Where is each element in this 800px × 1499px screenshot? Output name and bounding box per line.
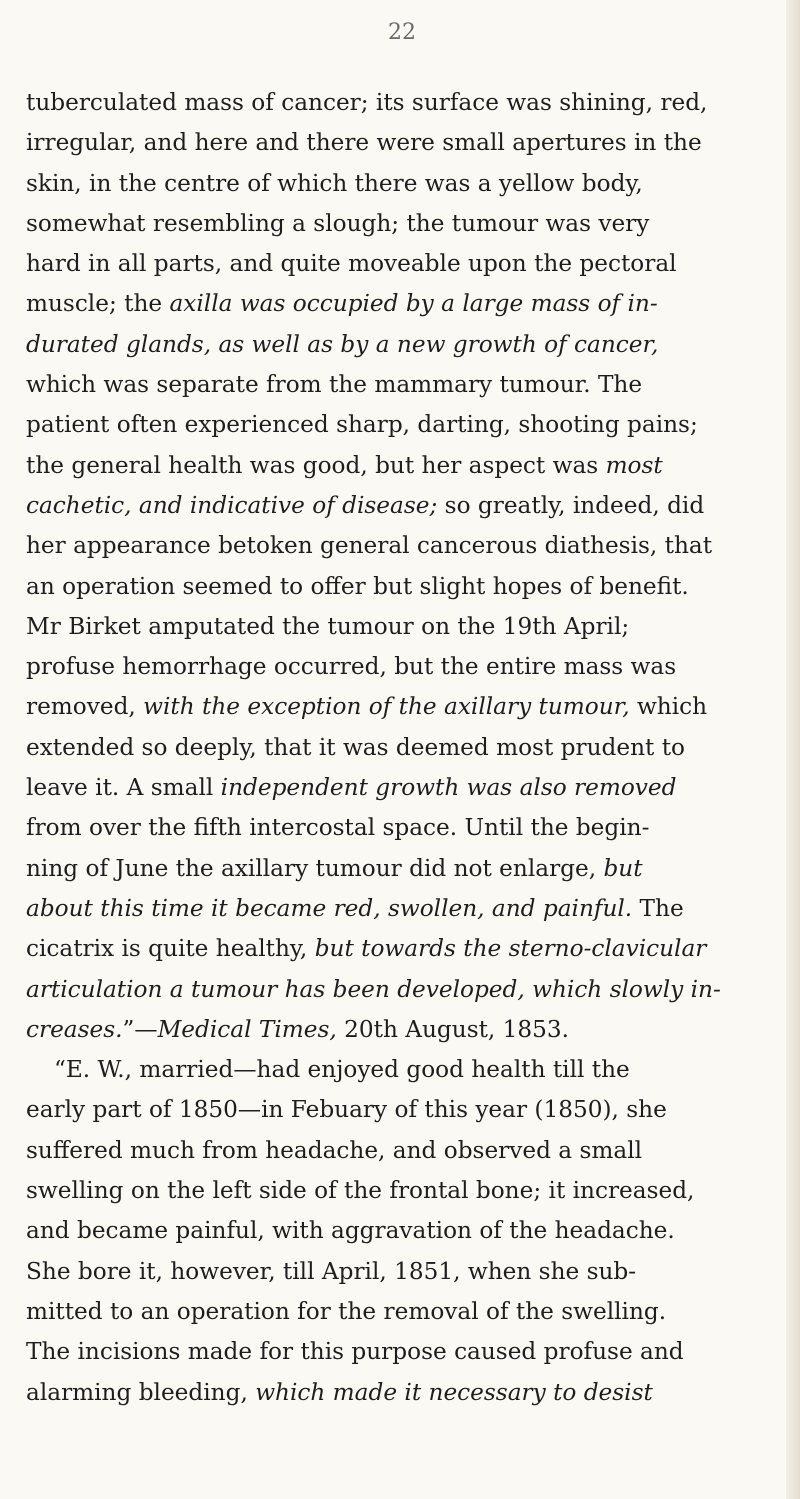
page-edge-shadow [786,0,800,1499]
roman-text: profuse hemorrhage occurred, but the entire mass was [26,653,677,681]
roman-text: somewhat resembling a slough; the tumour was very [26,209,650,237]
roman-text: the general health was good, but her aspect was [26,451,606,479]
roman-text: which was separate from the mammary tumour. The [26,371,643,399]
text-line [26,1090,778,1130]
italic-text: Medical Times, [157,1015,337,1043]
roman-text: cicatrix is quite healthy, [26,935,315,963]
body-text [26,83,778,1413]
roman-text: swelling on the left side of the frontal bone; it increased, [26,1177,695,1205]
text-line [26,405,778,445]
text-line [26,567,778,607]
italic-text: durated glands, as well as by a new growth of cancer, [26,330,659,358]
roman-text: patient often experienced sharp, darting, shooting pains; [26,411,698,439]
roman-text: ”— [122,1015,158,1043]
text-line [26,929,778,969]
text-line [26,244,778,284]
text-line [26,1050,778,1090]
text-line [26,83,778,123]
text-line [26,123,778,163]
roman-text: suffered much from headache, and observed a small [26,1136,643,1164]
roman-text: skin, in the centre of which there was a yellow body, [26,169,643,197]
roman-text: mitted to an operation for the removal of the swelling. [26,1297,667,1325]
roman-text: She bore it, however, till April, 1851, when she sub- [26,1257,637,1285]
italic-text: but [603,854,643,882]
italic-text: independent growth was also removed [220,774,677,802]
italic-text: about this time it became red, swollen, and painful. [26,894,633,922]
text-line [26,849,778,889]
text-line [26,164,778,204]
page-number: 22 [388,20,416,45]
roman-text: which [629,693,708,721]
roman-text: 20th August, 1853. [336,1015,570,1043]
text-line [26,204,778,244]
roman-text: alarming bleeding, [26,1378,256,1406]
roman-text: Mr Birket amputated the tumour on the 19th April; [26,612,630,640]
roman-text: “E. W., married—had enjoyed good health till the [54,1056,630,1084]
text-line [26,446,778,486]
text-line [26,970,778,1010]
text-line [26,808,778,848]
text-line [26,1010,778,1050]
roman-text: tuberculated mass of cancer; its surface was shining, red, [26,89,708,116]
italic-text: axilla was occupied by a large mass of in- [169,290,658,318]
text-line [26,1171,778,1211]
roman-text: muscle; the [26,290,170,318]
text-line [26,889,778,929]
roman-text: from over the fifth intercostal space. Until the begin- [26,814,650,842]
text-line [26,1252,778,1292]
roman-text: The [632,894,684,922]
italic-text: but towards the sterno-clavicular [314,935,707,963]
text-line [26,526,778,566]
text-line [26,365,778,405]
italic-text: creases. [26,1015,123,1043]
text-line [26,607,778,647]
roman-text: early part of 1850—in Febuary of this year (1850), she [26,1096,667,1124]
text-line [26,728,778,768]
roman-text: removed, [26,693,144,721]
text-line [26,1292,778,1332]
roman-text: an operation seemed to offer but slight hopes of benefit. [26,572,689,600]
roman-text: irregular, and here and there were small apertures in the [26,129,702,157]
text-line [26,1211,778,1251]
roman-text: and became painful, with aggravation of the headache. [26,1217,675,1245]
text-line [26,1131,778,1171]
roman-text: leave it. A small [26,774,221,802]
text-line [26,284,778,324]
text-line [26,486,778,526]
text-line [26,647,778,687]
italic-text: cachetic, and indicative of disease; [26,491,438,519]
italic-text: articulation a tumour has been developed, which slowly in- [26,975,721,1003]
text-line [26,687,778,727]
roman-text: hard in all parts, and quite moveable upon the pectoral [26,250,677,278]
text-line [26,768,778,808]
text-line [26,1332,778,1372]
italic-text: with the exception of the axillary tumour, [143,693,630,721]
roman-text: her appearance betoken general cancerous diathesis, that [26,532,713,560]
text-line [26,325,778,365]
roman-text: ning of June the axillary tumour did not enlarge, [26,854,604,882]
italic-text: most [605,451,663,479]
roman-text: extended so deeply, that it was deemed most prudent to [26,733,685,761]
text-line [26,1373,778,1413]
roman-text: so greatly, indeed, did [437,491,705,519]
italic-text: which made it necessary to desist [255,1378,653,1406]
roman-text: The incisions made for this purpose caused profuse and [26,1338,684,1366]
